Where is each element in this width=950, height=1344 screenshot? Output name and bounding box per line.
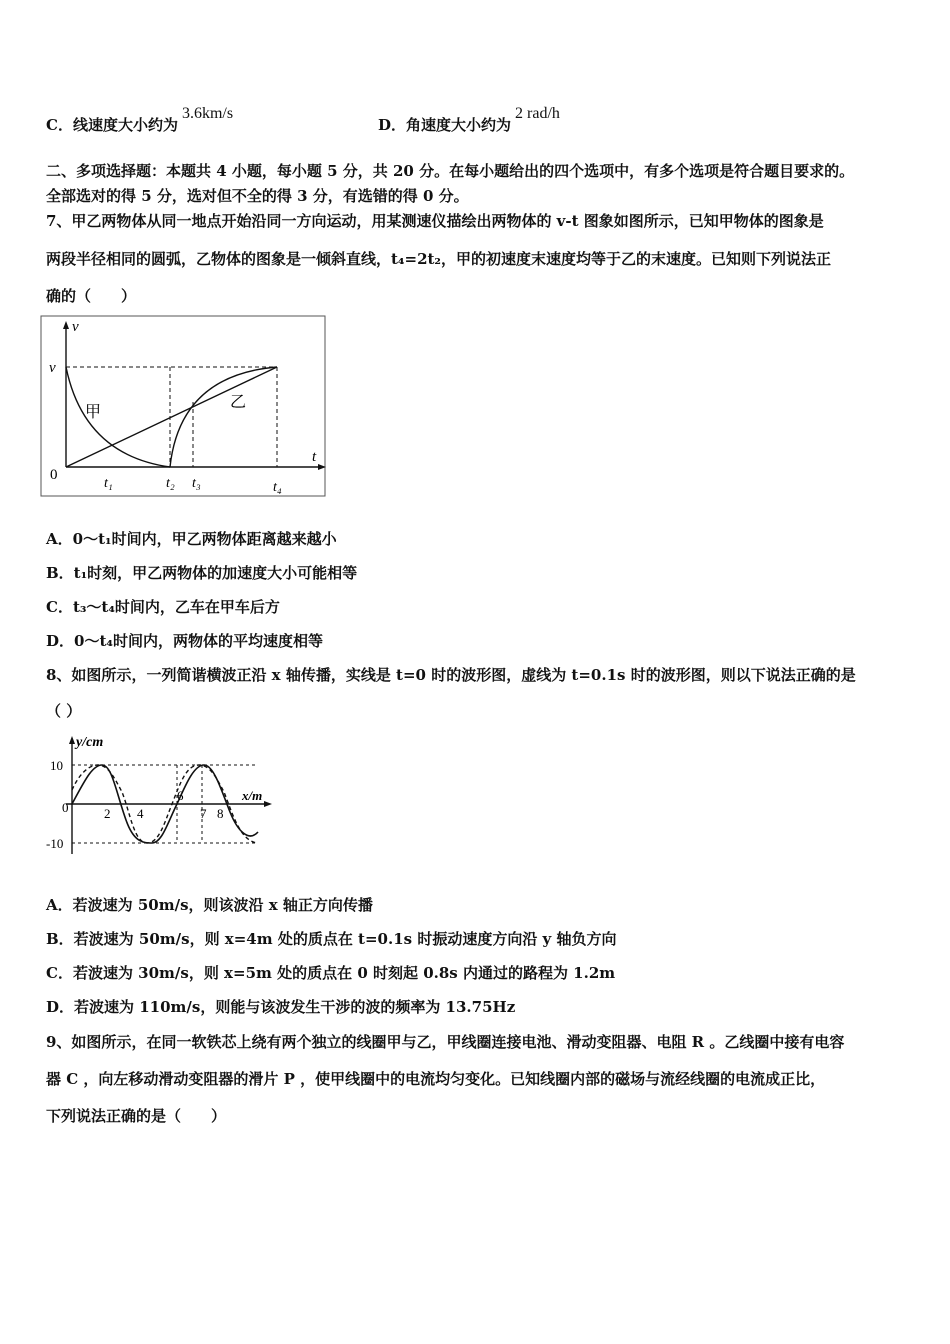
q7-t-axis-label: t xyxy=(312,449,317,465)
q8-stem-line2: （ ） xyxy=(46,702,82,720)
q9-stem-line2: 器 C ，向左移动滑动变阻器的滑片 P ，使甲线圈中的电流均匀变化。已知线圈内部的磁场与流经线圈的电流成正比， xyxy=(46,1070,826,1088)
q8-y-axis-label: y/cm xyxy=(76,735,104,750)
q7-vt-graph xyxy=(40,315,340,500)
q9-stem-line3: 下列说法正确的是（ ） xyxy=(46,1107,227,1125)
q8-option-a: A．若波速为 50m/s，则该波沿 x 轴正方向传播 xyxy=(46,896,373,914)
q8-origin-label: 0 xyxy=(62,800,69,815)
section2-line1: 二、多项选择题：本题共 4 小题，每小题 5 分，共 20 分。在每小题给出的四个选项中，有多个选项是符合题目要求的。 xyxy=(46,162,855,180)
q8-x2-label: 2 xyxy=(104,806,111,821)
q7-t4-label: t₄ xyxy=(273,480,282,495)
q6-option-c-label: C．线速度大小约为 xyxy=(46,116,178,134)
q8-option-d: D．若波速为 110m/s，则能与该波发生干涉的波的频率为 13.75Hz xyxy=(46,998,516,1016)
q7-jia-arc2 xyxy=(170,367,277,467)
q7-jia-arc1 xyxy=(66,367,170,467)
q7-v-value-label: v xyxy=(49,360,56,376)
q8-y-axis-arrow xyxy=(69,736,75,744)
q6-option-d-label: D．角速度大小约为 xyxy=(378,116,512,134)
q7-option-c: C．t₃～t₄时间内，乙车在甲车后方 xyxy=(46,598,280,616)
q7-yi-label: 乙 xyxy=(230,394,247,411)
q7-t3-label: t₃ xyxy=(192,476,201,491)
q8-ymax-label: 10 xyxy=(50,758,63,773)
q8-x8-label: 8 xyxy=(217,806,224,821)
q8-x4-label: 4 xyxy=(137,806,144,821)
q7-stem-line2: 两段半径相同的圆弧，乙物体的图象是一倾斜直线，t₄=2t₂，甲的初速度末速度均等于乙的末速度。已知则下列说法正 xyxy=(46,250,832,268)
q8-x6-label: 6 xyxy=(177,788,184,803)
q6-option-d xyxy=(378,105,560,135)
q8-wave-graph xyxy=(44,732,274,862)
q6-option-d-value: 2 rad/h xyxy=(515,105,560,122)
q7-stem-line1: 7、甲乙两物体从同一地点开始沿同一方向运动，用某测速仪描绘出两物体的 v-t 图象如图所示，已知甲物体的图象是 xyxy=(46,212,824,230)
q7-graph-frame xyxy=(41,316,325,496)
q7-t1-label: t₁ xyxy=(104,476,113,491)
q8-x-axis-label: x/m xyxy=(242,788,263,803)
section2-line2: 全部选对的得 5 分，选对但不全的得 3 分，有选错的得 0 分。 xyxy=(46,187,469,205)
q9-stem-line1: 9、如图所示，在同一软铁芯上绕有两个独立的线圈甲与乙，甲线圈连接电池、滑动变阻器、电阻 R 。乙线圈中接有电容 xyxy=(46,1033,845,1051)
q6-option-c-value: 3.6km/s xyxy=(181,105,234,122)
q7-option-b: B．t₁时刻，甲乙两物体的加速度大小可能相等 xyxy=(46,564,358,582)
q7-t2-label: t₂ xyxy=(166,476,175,491)
q7-jia-label: 甲 xyxy=(85,404,102,421)
q7-option-a: A．0～t₁时间内，甲乙两物体距离越来越小 xyxy=(46,530,337,548)
q7-option-d: D．0～t₄时间内，两物体的平均速度相等 xyxy=(46,632,323,650)
q7-v-axis-arrow xyxy=(63,321,69,329)
q8-x-axis-arrow xyxy=(264,801,272,807)
q8-x7-label: 7 xyxy=(200,806,207,821)
q8-option-c: C．若波速为 30m/s，则 x=5m 处的质点在 0 时刻起 0.8s 内通过的路程为 1.2m xyxy=(46,964,616,982)
q8-stem-line1: 8、如图所示，一列简谐横波正沿 x 轴传播，实线是 t=0 时的波形图，虚线为 t=0.1s 时的波形图，则以下说法正确的是 xyxy=(46,666,856,684)
q7-v-axis-label: v xyxy=(72,319,79,335)
q8-option-b: B．若波速为 50m/s，则 x=4m 处的质点在 t=0.1s 时振动速度方向沿 y 轴负方向 xyxy=(46,930,617,948)
q6-option-c xyxy=(46,105,234,135)
q7-origin-label: 0 xyxy=(50,467,58,483)
q7-stem-line3: 确的（ ） xyxy=(46,287,137,305)
q8-ymin-label: -10 xyxy=(46,836,64,851)
